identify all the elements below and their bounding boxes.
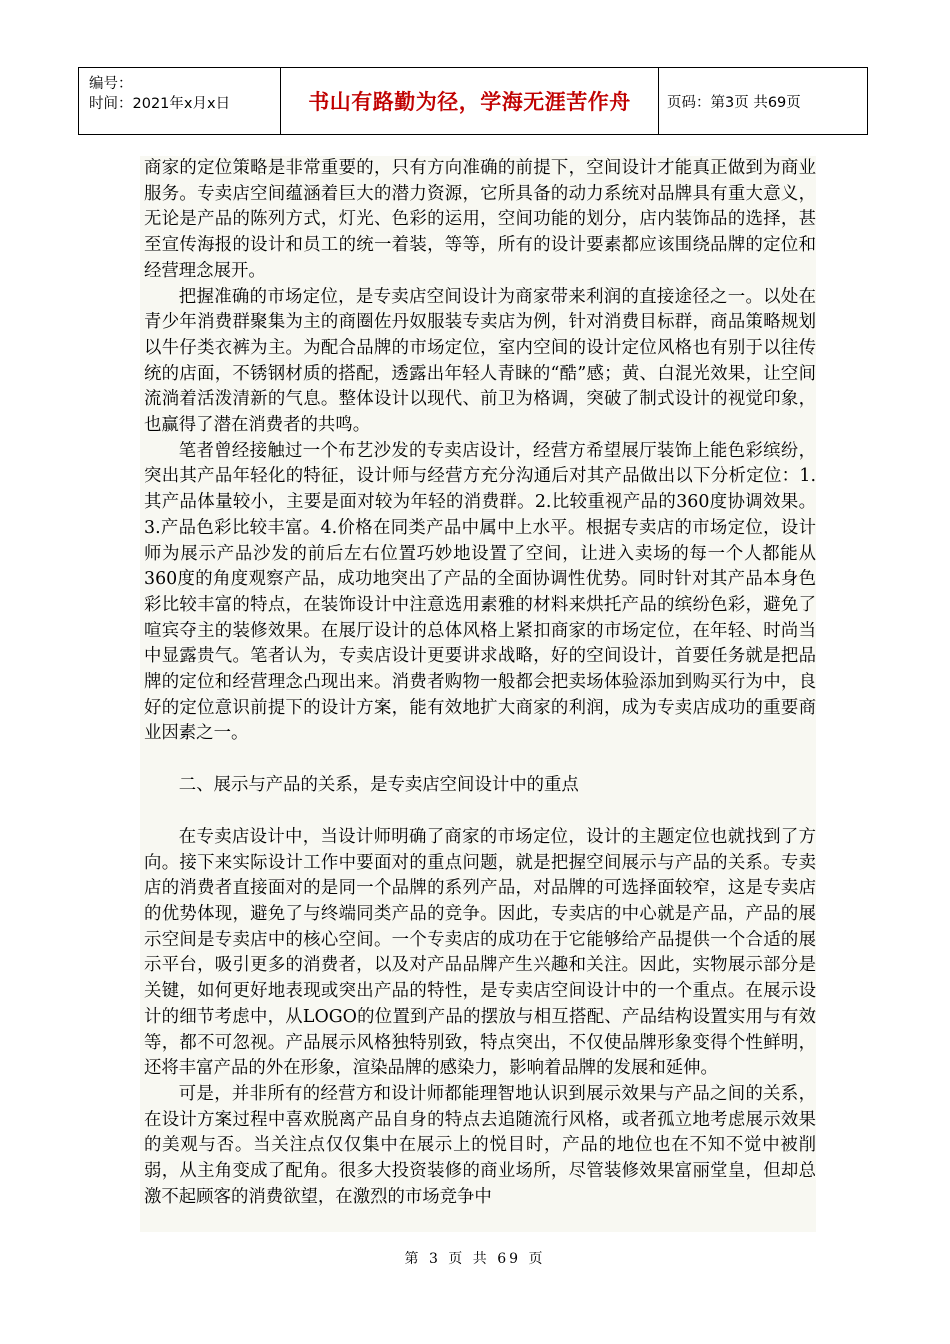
page-header <box>78 67 868 135</box>
section-heading-2: 二、展示与产品的关系，是专卖店空间设计中的重点 <box>178 775 579 796</box>
header-page-info: 页码：第3页 共69页 <box>667 94 801 111</box>
document-date: 时间：2021年x月x日 <box>89 96 231 112</box>
paragraph-1: 商家的定位策略是非常重要的，只有方向准确的前提下，空间设计才能真正做到为商业服务。专卖店空间蕴涵着巨大的潜力资源，它所具备的动力系统对品牌具有重大意义，无论是产品的陈列方式，灯光、色彩的运用，空间功能的划分，店内装饰品的选择，甚至宣传海报的设计和员工的统一着装，等等，所有的设计要素都应该围绕品牌的定位和经营理念展开。 <box>144 158 816 281</box>
paragraph-4: 在专卖店设计中，当设计师明确了商家的市场定位，设计的主题定位也就找到了方向。接下来实际设计工作中要面对的重点问题，就是把握空间展示与产品的关系。专卖店的消费者直接面对的是同一个品牌的系列产品，对品牌的可选择面较窄，这是专卖店的优势体现，避免了与终端同类产品的竞争。因此，专卖店的中心就是产品，产品的展示空间是专卖店中的核心空间。一个专卖店的成功在于它能够给产品提供一个合适的展示平台，吸引更多的消费者，以及对产品品牌产生兴趣和关注。因此，实物展示部分是关键，如何更好地表现或突出产品的特性，是专卖店空间设计中的一个重点。在展示设计的细节考虑中，从LOGO的位置到产品的摆放与相互搭配、产品结构设置实用与有效等，都不可忽视。产品展示风格独特别致，特点突出，不仅使品牌形象变得个性鲜明，还将丰富产品的外在形象，渲染品牌的感染力，影响着品牌的发展和延伸。 <box>144 826 816 1079</box>
paragraph-2: 把握准确的市场定位，是专卖店空间设计为商家带来利润的直接途径之一。以处在青少年消费群聚集为主的商圈佐丹奴服装专卖店为例，针对消费目标群，商品策略规划以牛仔类衣裤为主。为配合品牌的市场定位，室内空间的设计定位风格也有别于以往传统的店面，不锈钢材质的搭配，透露出年轻人青睐的“酷”感；黄、白混光效果，让空间流淌着活泼清新的气息。整体设计以现代、前卫为格调，突破了制式设计的视觉印象，也赢得了潜在消费者的共鸣。 <box>144 286 816 436</box>
header-meta <box>79 68 281 134</box>
document-body <box>144 156 816 1210</box>
paragraph-5: 可是，并非所有的经营方和设计师都能理智地认识到展示效果与产品之间的关系，在设计方案过程中喜欢脱离产品自身的特点去追随流行风格，或者孤立地考虑展示效果的美观与否。当关注点仅仅集中在展示上的悦目时，产品的地位也在不知不觉中被削弱，从主角变成了配角。很多大投资装修的商业场所，尽管装修效果富丽堂皇，但却总激不起顾客的消费欲望，在激烈的市场竞争中 <box>144 1083 816 1207</box>
header-motto: 书山有路勤为径，学海无涯苦作舟 <box>281 68 659 134</box>
page-footer: 第 3 页 共 69 页 <box>404 1251 546 1267</box>
document-number-label: 编号： <box>89 76 133 92</box>
paragraph-3: 笔者曾经接触过一个布艺沙发的专卖店设计，经营方希望展厅装饰上能色彩缤纷，突出其产品年轻化的特征，设计师与经营方充分沟通后对其产品做出以下分析定位：1.其产品体量较小，主要是面对较为年轻的消费群。2.比较重视产品的360度协调效果。3.产品色彩比较丰富。4.价格在同类产品中属中上水平。根据专卖店的市场定位，设计师为展示产品沙发的前后左右位置巧妙地设置了空间，让进入卖场的每一个人都能从360度的角度观察产品，成功地突出了产品的全面协调性优势。同时针对其产品本身色彩比较丰富的特点，在装饰设计中注意选用素雅的材料来烘托产品的缤纷色彩，避免了喧宾夺主的装修效果。在展厅设计的总体风格上紧扣商家的市场定位，在年轻、时尚当中显露贵气。笔者认为，专卖店设计更要讲求战略，好的空间设计，首要任务就是把品牌的定位和经营理念凸现出来。消费者购物一般都会把卖场体验添加到购买行为中，良好的定位意识前提下的设计方案，能有效地扩大商家的利润，成为专卖店成功的重要商业因素之一。 <box>144 440 816 744</box>
